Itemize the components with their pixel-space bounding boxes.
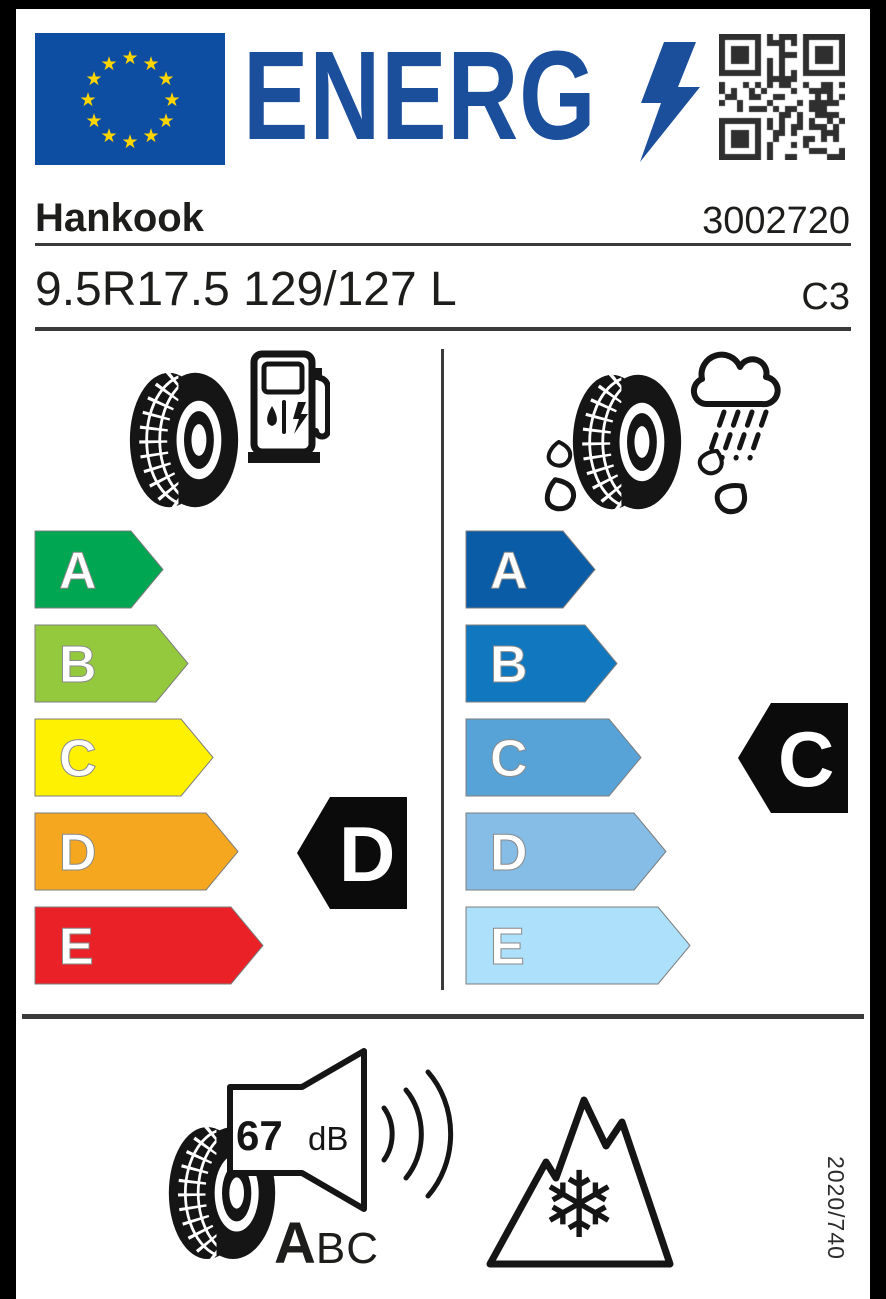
svg-text:A: A [490,542,528,600]
fuel-pump-icon [246,348,330,474]
tyre-class: C3 [801,276,850,318]
svg-text:B: B [490,636,528,694]
noise-class [274,1210,379,1277]
wet-grip-rating [738,703,848,813]
border-right [870,0,886,1299]
model-code: 3002720 [702,200,850,242]
rolling-scale-arrow-a [35,531,163,608]
wet-grip-scale-arrow-a [466,531,595,608]
column-divider [441,349,444,990]
svg-text:★: ★ [142,53,160,75]
svg-text:★: ★ [100,125,118,147]
svg-text:dB: dB [308,1120,349,1157]
svg-text:★: ★ [142,125,160,147]
svg-text:★: ★ [85,68,103,90]
rolling-scale-arrow-c [35,719,213,796]
svg-text:★: ★ [157,110,175,132]
energ-logo: ENERG [243,25,597,166]
svg-text:C: C [490,730,528,788]
lightning-bolt-icon [630,42,710,162]
svg-text:D: D [59,824,97,882]
wet-grip-scale-arrow-e [466,907,690,984]
svg-text:67: 67 [236,1112,283,1159]
wet-grip-scale-arrow-c [466,719,641,796]
svg-text:D: D [490,824,528,882]
svg-text:★: ★ [163,89,181,111]
svg-text:★: ★ [121,47,139,69]
rolling-scale-arrow-b [35,625,188,702]
svg-text:★: ★ [100,53,118,75]
noise-class-others: BC [315,1224,380,1273]
svg-text:★: ★ [121,131,139,153]
svg-text:★: ★ [157,68,175,90]
svg-text:B: B [59,636,97,694]
snowflake-icon: ❄ [540,1152,618,1259]
sound-waves-icon [376,1056,462,1212]
tyre-size: 9.5R17.5 129/127 L [35,263,457,316]
svg-text:★: ★ [79,89,97,111]
water-splash-icon [534,430,754,520]
snow-grip-3pmsf-icon [484,1090,676,1270]
noise-class-rating: A [274,1211,316,1276]
svg-text:E: E [490,918,525,976]
qr-code [719,34,845,160]
svg-text:C: C [778,715,835,803]
rolling-scale-arrow-d [35,813,238,890]
border-top [0,0,886,9]
svg-text:★: ★ [85,110,103,132]
wet-grip-scale-arrow-b [466,625,617,702]
rule-top [35,243,851,246]
rule-size [35,327,851,331]
eu-flag-icon [35,33,225,165]
tyre-icon-rolling-resistance [128,366,240,514]
rule-bottom-section [22,1014,864,1019]
noise-speaker-icon [222,1045,374,1215]
rolling-scale-arrow-e [35,907,263,984]
supplier-brand: Hankook [35,196,204,240]
regulation-reference: 2020/740 [823,1156,849,1260]
rolling-resistance-rating [297,797,407,909]
wet-grip-scale-arrow-d [466,813,666,890]
svg-text:D: D [339,810,396,898]
svg-text:E: E [59,918,94,976]
svg-text:C: C [59,730,97,788]
border-left [0,0,16,1299]
svg-text:A: A [59,542,97,600]
